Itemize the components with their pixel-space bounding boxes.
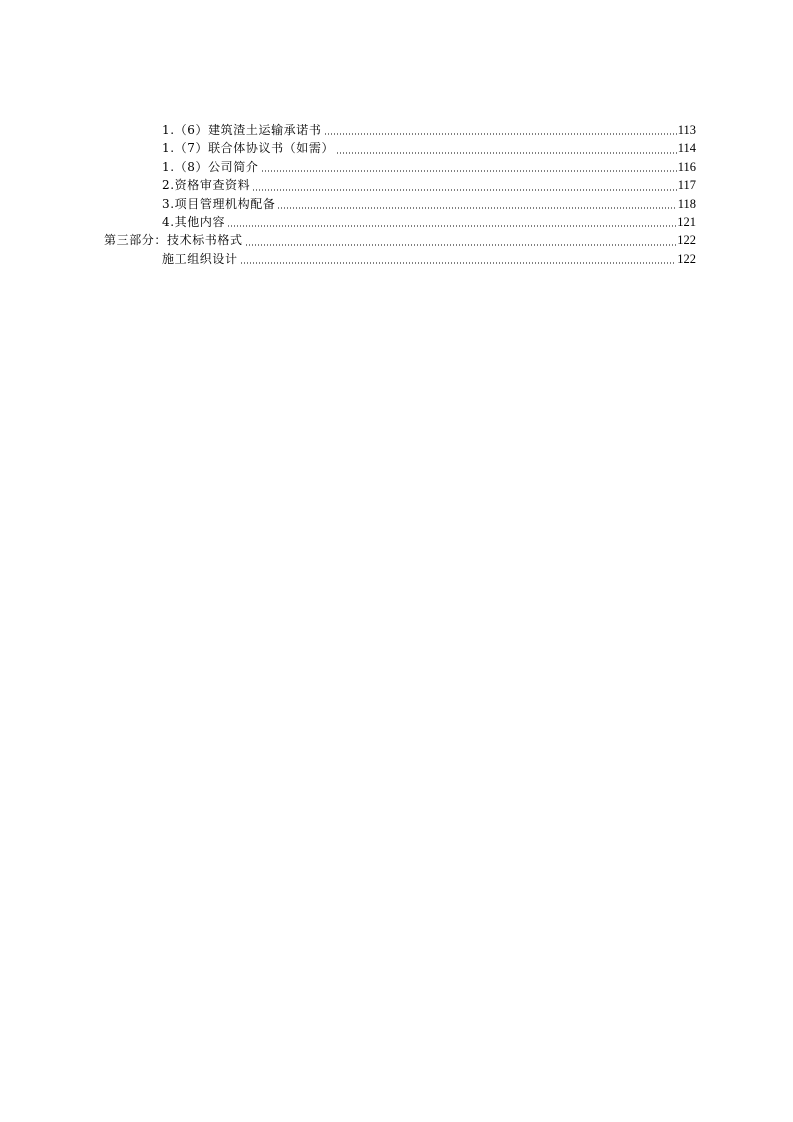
toc-dot-leader (240, 262, 677, 264)
toc-entry-title: 3.项目管理机构配备 (162, 196, 276, 211)
toc-entry-title: 2.资格审查资料 (162, 178, 251, 193)
toc-entry-page: 116 (677, 159, 696, 174)
toc-entry[interactable] (104, 195, 696, 213)
toc-dot-leader (324, 133, 677, 135)
toc-dot-leader (277, 207, 676, 209)
toc-entry-title: 施工组织设计 (162, 251, 238, 266)
toc-dot-leader (261, 170, 677, 172)
toc-entry[interactable] (104, 176, 696, 194)
toc-entry-title: 4.其他内容 (162, 214, 226, 229)
toc-entry-page: 118 (677, 196, 696, 211)
toc-entry-page: 113 (677, 123, 696, 137)
toc-entry-page: 122 (677, 233, 696, 248)
toc-dot-leader (252, 189, 676, 191)
toc-entry-title: 第三部分：技术标书格式 (104, 233, 243, 248)
toc-entry[interactable] (104, 139, 696, 157)
toc-dot-leader (245, 244, 677, 246)
toc-entry-page: 122 (677, 251, 696, 266)
toc-entry-page: 117 (677, 178, 696, 193)
toc-entry-title: 1.（6）建筑渣土运输承诺书 (162, 123, 322, 137)
toc-entry[interactable] (104, 213, 696, 231)
toc-entry[interactable] (104, 250, 696, 268)
toc-entry-page: 121 (677, 214, 696, 229)
toc-entry-page: 114 (677, 141, 696, 156)
toc-dot-leader (336, 152, 677, 154)
toc-entry[interactable] (104, 231, 696, 249)
toc-entry[interactable] (104, 121, 696, 139)
toc-entry[interactable] (104, 158, 696, 176)
toc-entry-title: 1.（8）公司简介 (162, 159, 259, 174)
toc-entry-title: 1.（7）联合体协议书（如需） (162, 141, 335, 156)
toc-dot-leader (227, 225, 676, 227)
table-of-contents (104, 121, 696, 268)
